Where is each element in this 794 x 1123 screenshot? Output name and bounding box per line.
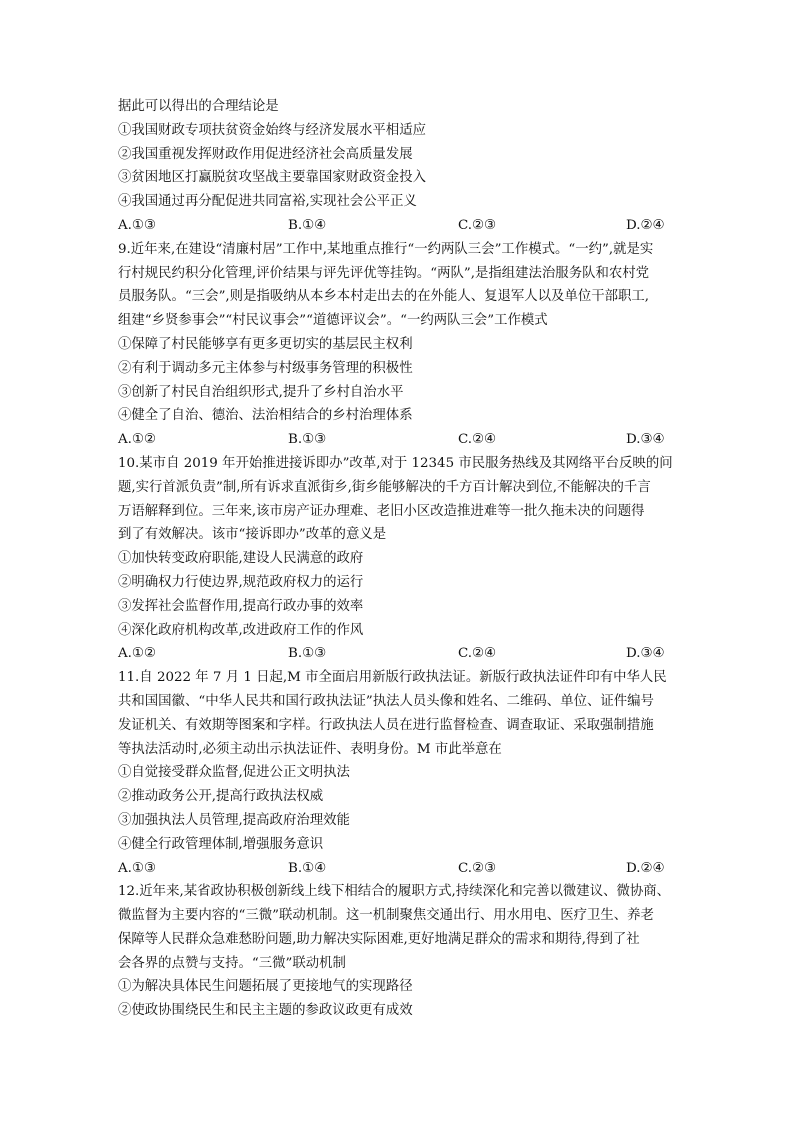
choice-c: C.②④ [458,646,497,662]
choice-d: D.②④ [626,217,665,233]
choice-options [118,214,678,238]
question-stem-line: 保障等人民群众急难愁盼问题,助力解决实际困难,更好地满足群众的需求和期待,得到了社 [118,931,640,947]
question-stem-line: 会各界的点赞与支持。“三微”联动机制 [118,955,346,971]
answer-item: ④深化政府机构改革,改进政府工作的作风 [118,622,364,638]
question-stem-line: 12.近年来,某省政协积极创新线上线下相结合的履职方式,持续深化和完善以微建议、微协商、 [118,884,671,900]
question-stem-line: 微监督为主要内容的“三微”联动机制。这一机制聚焦交通出行、用水用电、医疗卫生、养老 [118,908,654,924]
choice-b: B.①③ [288,432,327,448]
question-stem-line: 员服务队。“三会”,则是指吸纳从本乡本村走出去的在外能人、复退军人以及单位干部职工, [118,289,650,305]
choice-d: D.③④ [626,432,665,448]
answer-item: ④健全行政管理体制,增强服务意识 [118,836,324,852]
answer-item: ②我国重视发挥财政作用促进经济社会高质量发展 [118,146,413,162]
question-stem-line: 共和国国徽、“中华人民共和国行政执法证”执法人员头像和姓名、二维码、单位、证件编号 [118,693,654,709]
answer-item: ③贫困地区打赢脱贫攻坚战主要靠国家财政资金投入 [118,170,426,186]
question-stem-line: 等执法活动时,必须主动出示执法证件、表明身份。M 市此举意在 [118,741,502,757]
question-lead: 据此可以得出的合理结论是 [118,99,279,114]
choice-d: D.②④ [626,860,665,876]
choice-b: B.①④ [288,217,327,233]
question-stem-line: 发证机关、有效期等图案和字样。行政执法人员在进行监督检查、调查取证、采取强制措施 [118,717,654,733]
answer-item: ③加强执法人员管理,提高政府治理效能 [118,812,350,828]
choice-d: D.③④ [626,646,665,662]
question-stem-line: 到了有效解决。该市“接诉即办”改革的意义是 [118,527,387,543]
choice-c: C.②③ [458,217,497,233]
choice-b: B.①③ [288,646,327,662]
question-stem-line: 行村规民约积分化管理,评价结果与评先评优等挂钩。“两队”,是指组建法治服务队和农村党 [118,265,650,281]
question-stem-line: 组建“乡贤参事会”“村民议事会”“道德评议会”。“一约两队三会”工作模式 [118,313,548,329]
answer-item: ①为解决具体民生问题拓展了更接地气的实现路径 [118,979,413,995]
answer-item: ①我国财政专项扶贫资金始终与经济发展水平相适应 [118,122,426,138]
answer-item: ②推动政务公开,提高行政执法权威 [118,789,324,805]
answer-item: ④我国通过再分配促进共同富裕,实现社会公平正义 [118,194,417,210]
exam-page [118,95,678,1023]
question-stem-line: 11.自 2022 年 7 月 1 日起,M 市全面启用新版行政执法证。新版行政执法证件印有中华人民 [118,670,667,686]
choice-c: C.②③ [458,860,497,876]
question-11 [118,666,678,880]
answer-item: ③创新了村民自治组织形式,提升了乡村自治水平 [118,384,404,400]
choice-options [118,857,678,881]
choice-a: A.①② [118,432,156,448]
question-12 [118,880,678,1023]
answer-item: ②明确权力行使边界,规范政府权力的运行 [118,574,364,590]
choice-options [118,428,678,452]
answer-item: ①加快转变政府职能,建设人民满意的政府 [118,551,364,567]
choice-a: A.①② [118,646,156,662]
question-8-tail [118,95,678,238]
answer-item: ①保障了村民能够享有更多更切实的基层民主权利 [118,336,413,352]
choice-a: A.①③ [118,860,156,876]
choice-a: A.①③ [118,217,156,233]
choice-options [118,642,678,666]
answer-item: ④健全了自治、德治、法治相结合的乡村治理体系 [118,408,413,424]
question-stem-line: 万语解释到位。三年来,该市房产证办理难、老旧小区改造推进难等一批久拖未决的问题得 [118,503,645,519]
question-stem-line: 9.近年来,在建设“清廉村居”工作中,某地重点推行“一约两队三会”工作模式。“一约”,就是实 [118,241,654,257]
question-stem-line: 题,实行首派负责”制,所有诉求直派街乡,街乡能够解决的千方百计解决到位,不能解决的千言 [118,479,651,495]
answer-item: ①自觉接受群众监督,促进公正文明执法 [118,765,350,781]
question-9 [118,238,678,452]
answer-item: ②有利于调动多元主体参与村级事务管理的积极性 [118,360,413,376]
question-stem-line: 10.某市自 2019 年开始推进接诉即办”改革,对于 12345 市民服务热线及其网络平台反映的问 [118,455,673,471]
answer-item: ②使政协围绕民生和民主主题的参政议政更有成效 [118,1003,413,1019]
choice-b: B.①④ [288,860,327,876]
question-10 [118,452,678,666]
answer-item: ③发挥社会监督作用,提高行政办事的效率 [118,598,364,614]
choice-c: C.②④ [458,432,497,448]
